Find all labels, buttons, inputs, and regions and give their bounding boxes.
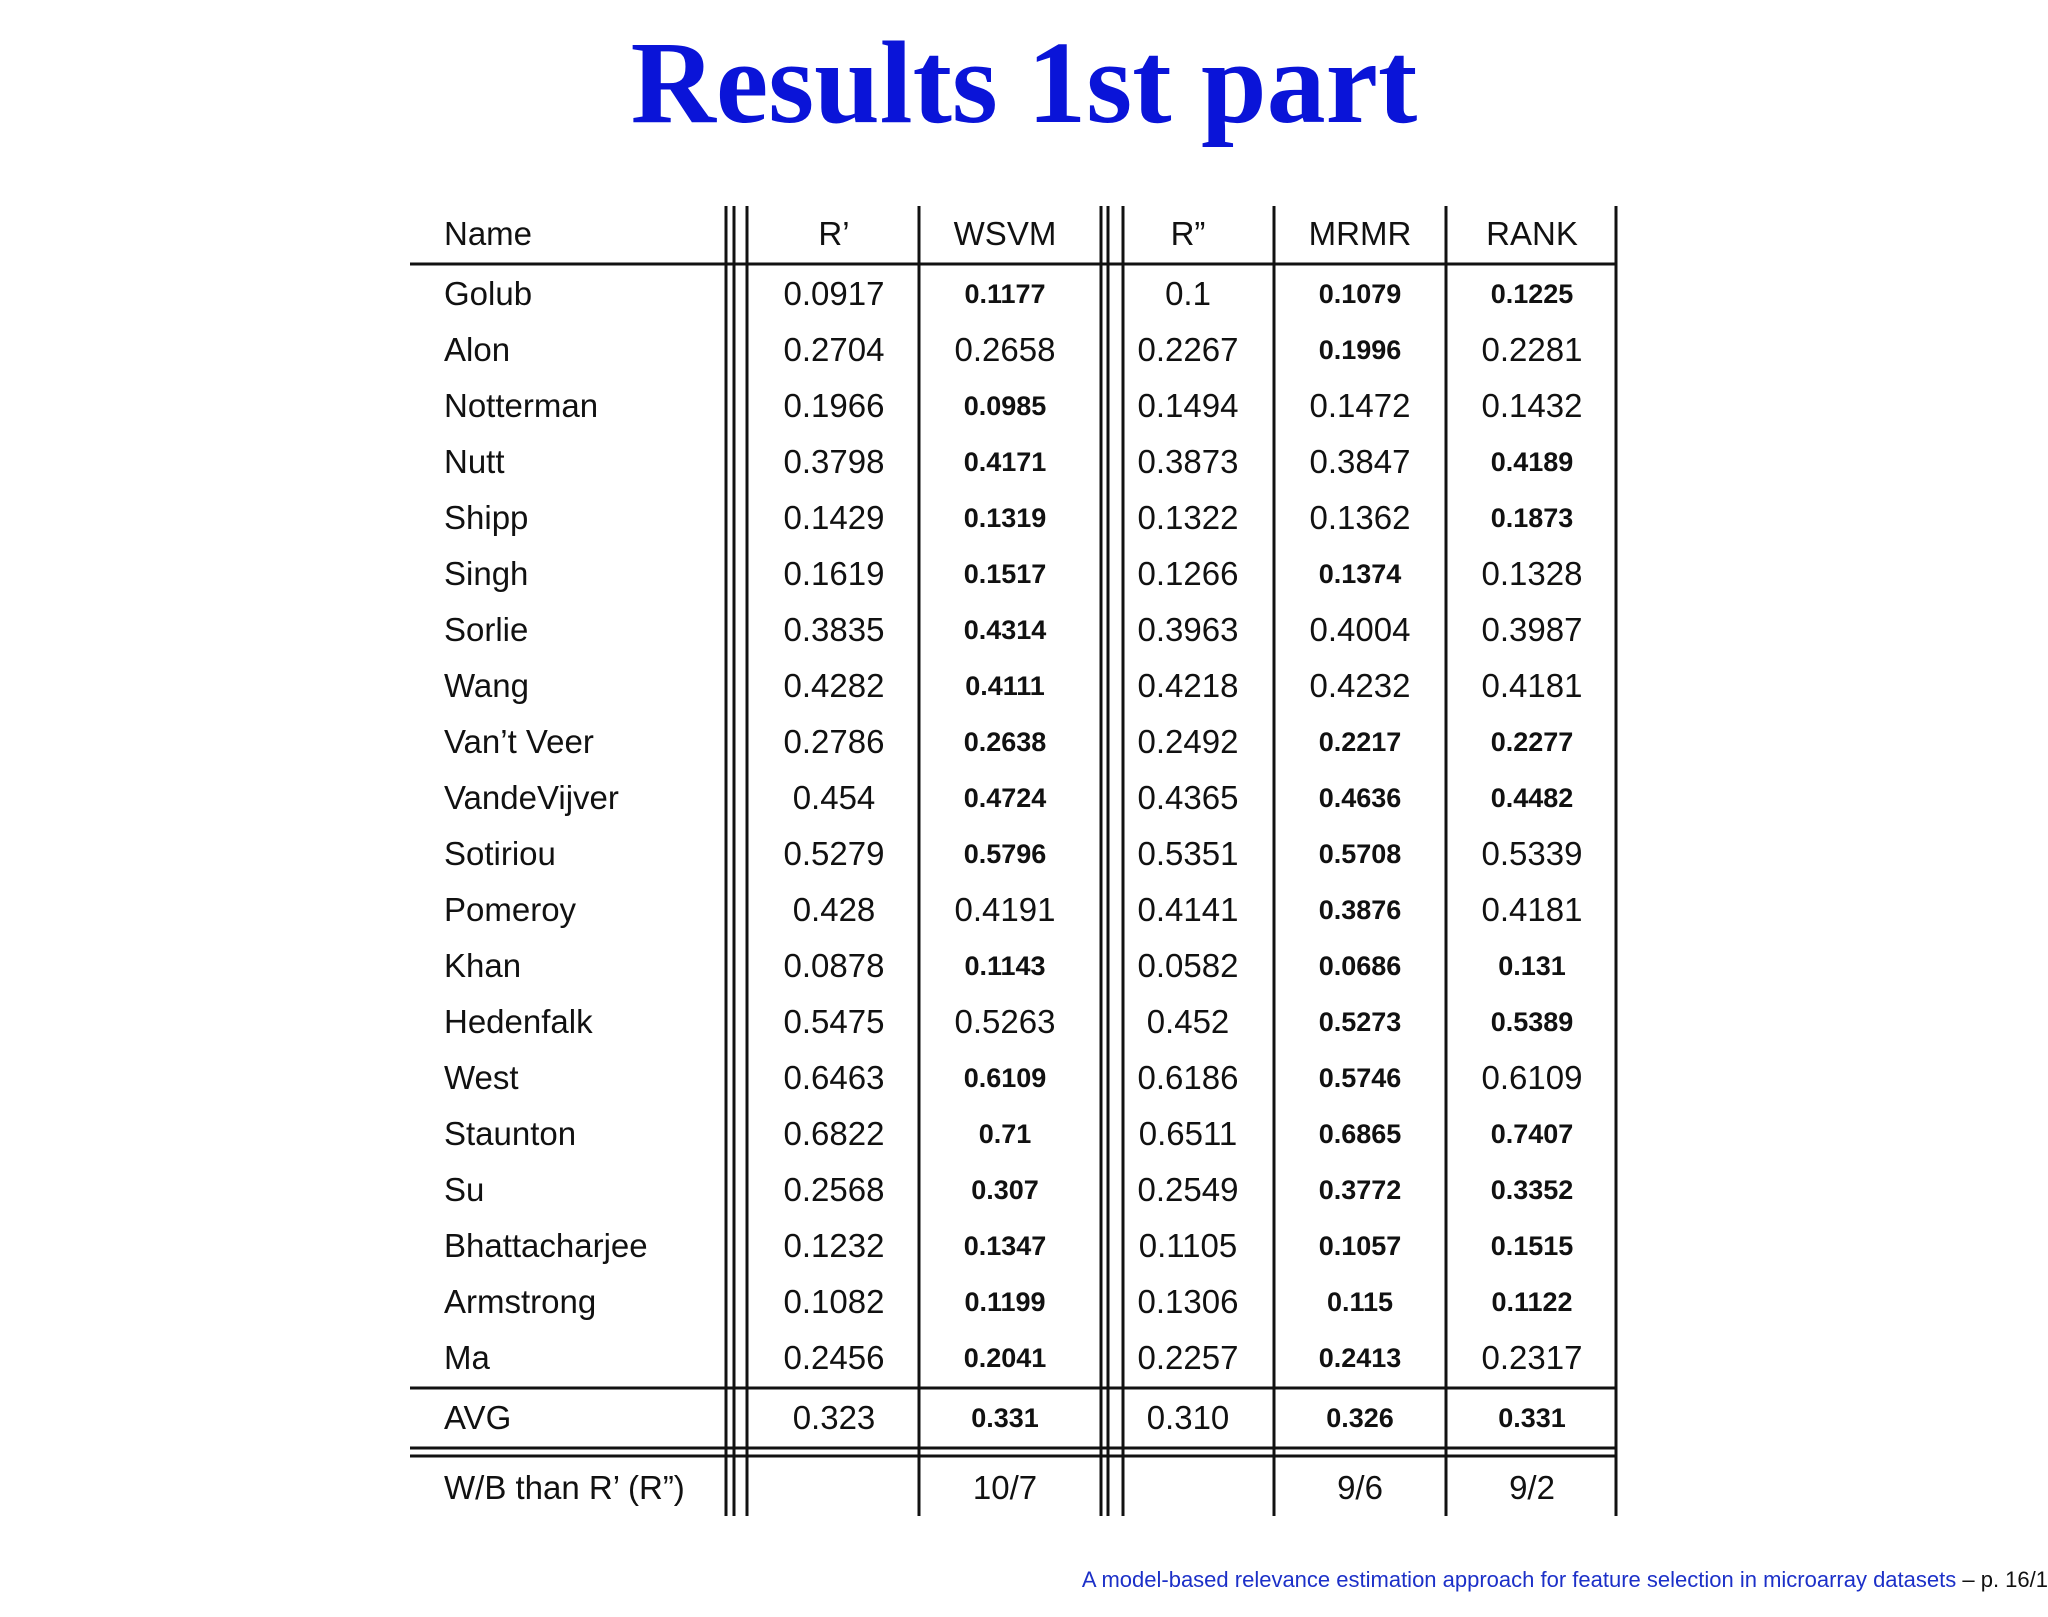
table-row-value: 0.1: [1165, 275, 1211, 312]
table-row-value: 0.4365: [1137, 779, 1239, 816]
table-row-name: Alon: [444, 331, 511, 368]
table-row-value: 0.3876: [1318, 895, 1402, 925]
table-row-value: 0.3847: [1309, 443, 1411, 480]
table-row-value: 0.115: [1326, 1287, 1394, 1317]
table-row-value: 0.1105: [1138, 1227, 1238, 1264]
table-row-value: 0.3835: [783, 611, 885, 648]
table-row-value: 0.5796: [963, 839, 1047, 869]
table-row-value: 0.6463: [783, 1059, 885, 1096]
wb-row-value: 10/7: [972, 1469, 1038, 1506]
table-row-value: 0.0917: [783, 275, 885, 312]
column-header: RANK: [1486, 215, 1578, 252]
table-row-value: 0.2257: [1137, 1339, 1239, 1376]
table-row-value: 0.0878: [783, 947, 885, 984]
table-row-value: 0.4282: [783, 667, 885, 704]
table-row-value: 0.5279: [783, 835, 885, 872]
table-row-value: 0.4181: [1481, 891, 1583, 928]
table-row-value: 0.2317: [1481, 1339, 1583, 1376]
table-row-name: Hedenfalk: [444, 1003, 593, 1040]
table-row-name: Singh: [444, 555, 529, 592]
table-row-name: Khan: [444, 947, 522, 984]
table-row-value: 0.428: [792, 891, 876, 928]
table-row-value: 0.5273: [1318, 1007, 1402, 1037]
table-row-value: 0.2704: [783, 331, 885, 368]
column-header: R’: [818, 215, 850, 252]
table-row-value: 0.1122: [1491, 1287, 1573, 1317]
table-row-value: 0.4141: [1137, 891, 1239, 928]
footer-page-number: – p. 16/1: [1956, 1567, 2048, 1592]
table-row-value: 0.5389: [1490, 1007, 1574, 1037]
table-row-value: 0.454: [792, 779, 876, 816]
table-row-name: Nutt: [444, 443, 505, 480]
table-row-value: 0.1328: [1481, 555, 1583, 592]
table-row-value: 0.2492: [1137, 723, 1239, 760]
table-row-value: 0.6822: [783, 1115, 885, 1152]
table-row-name: Sotiriou: [444, 835, 556, 872]
wb-row-value: [1103, 1460, 1273, 1516]
table-row-value: 0.1347: [963, 1231, 1047, 1261]
avg-row-value: 0.331: [971, 1403, 1039, 1433]
table-row-value: 0.2549: [1137, 1171, 1239, 1208]
table-row-value: 0.3963: [1137, 611, 1239, 648]
table-row-value: 0.2281: [1481, 331, 1583, 368]
table-row-value: 0.2638: [963, 727, 1047, 757]
table-row-value: 0.1057: [1318, 1231, 1402, 1261]
table-row-value: 0.7407: [1490, 1119, 1574, 1149]
wb-row-value: [749, 1460, 919, 1516]
table-row-name: Golub: [444, 275, 533, 312]
table-row-name: Su: [444, 1171, 485, 1208]
table-row-value: 0.5339: [1481, 835, 1583, 872]
table-row-value: 0.5708: [1318, 839, 1402, 869]
column-header: R”: [1170, 215, 1206, 252]
table-row-value: 0.6865: [1318, 1119, 1402, 1149]
table-row-value: 0.1322: [1137, 499, 1239, 536]
table-row-name: Armstrong: [444, 1283, 597, 1320]
table-row-value: 0.131: [1498, 951, 1566, 981]
table-row-value: 0.2786: [783, 723, 885, 760]
wb-row-name: W/B than R’ (R”): [444, 1469, 685, 1506]
table-row-value: 0.4218: [1137, 667, 1239, 704]
table-row-value: 0.1306: [1137, 1283, 1239, 1320]
table-row-value: 0.2658: [954, 331, 1056, 368]
table-row-value: 0.1429: [783, 499, 885, 536]
table-row-value: 0.1266: [1137, 555, 1239, 592]
table-row-value: 0.1966: [783, 387, 885, 424]
table-row-value: 0.3772: [1318, 1175, 1402, 1205]
table-row-value: 0.3352: [1490, 1175, 1574, 1205]
table-row-value: 0.4232: [1309, 667, 1411, 704]
table-row-value: 0.4004: [1309, 611, 1411, 648]
table-row-value: 0.3798: [783, 443, 885, 480]
table-row-name: Van’t Veer: [444, 723, 594, 760]
table-row-value: 0.6109: [963, 1063, 1047, 1093]
table-row-value: 0.4636: [1318, 783, 1402, 813]
table-row-value: 0.6511: [1138, 1115, 1238, 1152]
table-row-name: Ma: [444, 1339, 490, 1376]
table-row-name: Notterman: [444, 387, 599, 424]
avg-row-value: 0.326: [1326, 1403, 1394, 1433]
table-row-value: 0.5475: [783, 1003, 885, 1040]
table-row-value: 0.307: [971, 1175, 1039, 1205]
table-row-value: 0.6109: [1481, 1059, 1583, 1096]
table-row-name: West: [444, 1059, 519, 1096]
table-row-value: 0.1472: [1309, 387, 1411, 424]
table-row-value: 0.2568: [783, 1171, 885, 1208]
table-row-value: 0.4189: [1490, 447, 1574, 477]
slide-title: Results 1st part: [630, 17, 1418, 148]
avg-row-name: AVG: [444, 1399, 512, 1436]
avg-row-value: 0.323: [792, 1399, 876, 1436]
table-row-value: 0.452: [1146, 1003, 1230, 1040]
table-row-value: 0.0985: [963, 391, 1047, 421]
table-row-value: 0.5351: [1137, 835, 1239, 872]
table-row-value: 0.2413: [1318, 1343, 1402, 1373]
table-row-value: 0.2456: [783, 1339, 885, 1376]
footer-citation: A model-based relevance estimation approach for feature selection in microarray datasets: [1081, 1567, 1957, 1592]
table-row-value: 0.0686: [1318, 951, 1402, 981]
table-row-value: 0.1619: [783, 555, 885, 592]
results-table: [410, 206, 1626, 1521]
table-row-value: 0.4181: [1481, 667, 1583, 704]
table-row-value: 0.5263: [954, 1003, 1056, 1040]
table-row-value: 0.1079: [1318, 279, 1402, 309]
table-row-value: 0.1517: [963, 559, 1047, 589]
table-row-value: 0.1515: [1490, 1231, 1574, 1261]
table-row-name: Sorlie: [444, 611, 529, 648]
table-row-value: 0.1177: [964, 279, 1046, 309]
table-row-value: 0.3873: [1137, 443, 1239, 480]
column-header: WSVM: [953, 215, 1057, 252]
avg-row-value: 0.310: [1146, 1399, 1230, 1436]
table-row-value: 0.1319: [963, 503, 1047, 533]
table-row-value: 0.1873: [1490, 503, 1574, 533]
table-row-value: 0.4314: [963, 615, 1047, 645]
table-row-value: 0.1374: [1318, 559, 1402, 589]
table-row-value: 0.4171: [963, 447, 1047, 477]
table-row-value: 0.1232: [783, 1227, 885, 1264]
table-row-value: 0.1996: [1318, 335, 1402, 365]
avg-row-value: 0.331: [1498, 1403, 1566, 1433]
table-row-value: 0.1082: [783, 1283, 885, 1320]
table-row-value: 0.4191: [954, 891, 1056, 928]
table-row-value: 0.4111: [965, 671, 1045, 701]
table-row-value: 0.6186: [1137, 1059, 1239, 1096]
table-row-value: 0.1362: [1309, 499, 1411, 536]
table-row-name: Pomeroy: [444, 891, 577, 928]
table-row-value: 0.5746: [1318, 1063, 1402, 1093]
table-row-value: 0.4724: [963, 783, 1047, 813]
table-row-value: 0.1143: [964, 951, 1046, 981]
column-header-name: Name: [444, 215, 533, 252]
table-row-value: 0.2217: [1318, 727, 1402, 757]
table-row-value: 0.4482: [1490, 783, 1574, 813]
table-row-value: 0.2267: [1137, 331, 1239, 368]
table-row-value: 0.0582: [1137, 947, 1239, 984]
footer-note: [1082, 1566, 2048, 1594]
table-row-name: Bhattacharjee: [444, 1227, 648, 1264]
table-row-value: 0.1199: [964, 1287, 1046, 1317]
table-row-value: 0.2041: [963, 1343, 1047, 1373]
table-row-value: 0.1494: [1137, 387, 1239, 424]
wb-row-value: 9/2: [1509, 1469, 1555, 1506]
table-row-value: 0.71: [978, 1119, 1032, 1149]
column-header: MRMR: [1308, 215, 1412, 252]
table-row-name: Wang: [444, 667, 529, 704]
table-row-name: Shipp: [444, 499, 529, 536]
table-row-name: VandeVijver: [444, 779, 619, 816]
table-row-value: 0.3987: [1481, 611, 1583, 648]
wb-row-value: 9/6: [1337, 1469, 1383, 1506]
table-row-value: 0.1225: [1490, 279, 1574, 309]
table-row-name: Staunton: [444, 1115, 577, 1152]
table-row-value: 0.1432: [1481, 387, 1583, 424]
table-row-value: 0.2277: [1490, 727, 1574, 757]
